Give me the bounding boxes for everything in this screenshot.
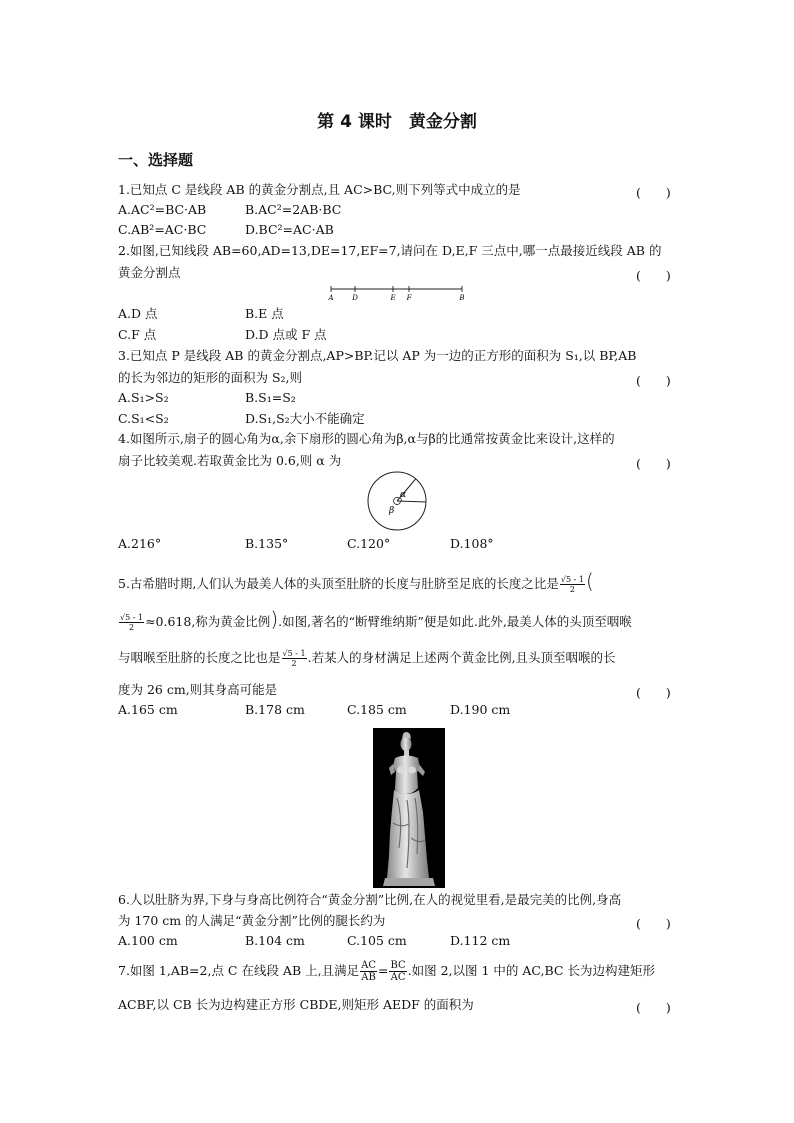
page-title: 第 4 课时 黄金分割 (317, 112, 477, 132)
q5-fraction-1-num: √5 - 1 (560, 575, 584, 584)
q3-option-c: C.S₁<S₂ (118, 411, 169, 426)
q7-line1 (118, 959, 655, 983)
q7-fraction-1-den: AB (361, 972, 376, 983)
q7-fraction-bc-ac (389, 960, 406, 983)
q4-stem-line2: 扇子比较美观.若取黄金比为 0.6,则 α 为 (118, 453, 342, 468)
q6-stem-line1: 6.人以肚脐为界,下身与身高比例符合“黄金分割”比例,在人的视觉里看,是最完美的比例,身高 (118, 892, 622, 907)
q3-option-b: B.S₁=S₂ (245, 390, 296, 405)
q7-line1-text-b: .如图 2,以图 1 中的 AC,BC 长为边构建矩形 (407, 963, 655, 978)
q3-stem-line2: 的长为邻边的矩形的面积为 S₂,则 (118, 370, 303, 385)
q4-option-b: B.135° (245, 536, 289, 551)
q5-fraction-2-den: 2 (128, 623, 135, 632)
q5-fraction-2 (119, 613, 144, 632)
q3-option-a: A.S₁>S₂ (118, 390, 169, 405)
q2-stem-line2: 黄金分割点 (118, 265, 181, 280)
q7-equals: = (377, 963, 389, 978)
q5-option-c: C.185 cm (347, 702, 407, 717)
q6-stem-line2: 为 170 cm 的人满足“黄金分割”比例的腿长约为 (118, 913, 386, 928)
q4-label-alpha: α (400, 490, 407, 500)
q7-fraction-2-num: BC (390, 960, 406, 971)
q5-answer-paren: ( ) (636, 685, 671, 700)
q5-option-b: B.178 cm (245, 702, 305, 717)
q5-option-d: D.190 cm (450, 702, 511, 717)
q2-answer-paren: ( ) (636, 268, 671, 283)
q4-stem-line1: 4.如图所示,扇子的圆心角为α,余下扇形的圆心角为β,α与β的比通常按黄金比来设计,这样的 (118, 431, 615, 446)
q5-line1-text: 5.古希腊时期,人们认为最美人体的头顶至肚脐的长度与肚脐至足底的长度之比是 (118, 576, 559, 591)
q5-close-paren: ) (270, 607, 279, 631)
q2-label-b: B (459, 294, 465, 302)
q6-option-b: B.104 cm (245, 933, 305, 948)
q7-fraction-2-den: AC (390, 972, 406, 983)
q5-line2 (118, 607, 632, 633)
q4-option-c: C.120° (347, 536, 391, 551)
q2-option-d: D.D 点或 F 点 (245, 327, 327, 342)
q3-stem-line1: 3.已知点 P 是线段 AB 的黄金分割点,AP>BP.记以 AP 为一边的正方形的面积为 S₁,以 BP,AB (118, 348, 637, 363)
q7-line2: ACBF,以 CB 长为边构建正方形 CBDE,则矩形 AEDF 的面积为 (118, 997, 474, 1012)
q7-answer-paren: ( ) (636, 1000, 671, 1015)
q1-option-a: A.AC²=BC·AB (118, 202, 207, 217)
q1-option-d: D.BC²=AC·AB (245, 222, 334, 237)
q7-line1-text-a: 7.如图 1,AB=2,点 C 在线段 AB 上,且满足 (118, 963, 360, 978)
q2-option-c: C.F 点 (118, 327, 157, 342)
q5-fraction-2-num: √5 - 1 (120, 613, 144, 622)
q5-open-paren: ( (585, 569, 594, 593)
q2-label-e: E (390, 294, 396, 302)
q5-line1 (118, 569, 594, 595)
q1-option-c: C.AB²=AC·BC (118, 222, 207, 237)
q5-line4: 度为 26 cm,则其身高可能是 (118, 682, 278, 697)
q6-option-a: A.100 cm (118, 933, 178, 948)
q5-fraction-3 (282, 649, 307, 668)
section-title: 一、选择题 (118, 151, 194, 169)
q2-option-a: A.D 点 (118, 306, 158, 321)
q2-label-d: D (352, 294, 358, 302)
q5-line3 (118, 647, 616, 669)
q5-line2-text-b: .如图,著名的“断臂维纳斯”便是如此.此外,最美人体的头顶至咽喉 (278, 614, 632, 629)
venus-de-milo-statue-image (373, 728, 445, 888)
q1-answer-paren: ( ) (636, 185, 671, 200)
q6-option-d: D.112 cm (450, 933, 511, 948)
q5-line3-text-b: .若某人的身材满足上述两个黄金比例,且头顶至咽喉的长 (307, 650, 616, 665)
q6-option-c: C.105 cm (347, 933, 407, 948)
q5-line2-text-a: ≈0.618,称为黄金比例 (145, 614, 271, 629)
q5-fraction-1 (560, 575, 585, 594)
q7-fraction-1-num: AC (361, 960, 376, 971)
q2-segment-figure (325, 283, 470, 303)
q5-fraction-1-den: 2 (569, 585, 575, 594)
q4-label-beta: β (389, 506, 395, 516)
q4-option-a: A.216° (118, 536, 162, 551)
q7-fraction-ac-ab (360, 960, 377, 983)
q4-fan-figure (364, 470, 430, 532)
q5-fraction-3-den: 2 (291, 659, 297, 668)
q2-label-a: A (328, 294, 334, 302)
q2-stem-line1: 2.如图,已知线段 AB=60,AD=13,DE=17,EF=7,请问在 D,E,F 三点中,哪一点最接近线段 AB 的 (118, 243, 662, 258)
q3-answer-paren: ( ) (636, 373, 671, 388)
q3-option-d: D.S₁,S₂大小不能确定 (245, 411, 365, 426)
q6-answer-paren: ( ) (636, 916, 671, 931)
q5-line3-text-a: 与咽喉至肚脐的长度之比也是 (118, 650, 281, 665)
q5-fraction-3-num: √5 - 1 (282, 649, 306, 658)
q4-answer-paren: ( ) (636, 456, 671, 471)
q4-option-d: D.108° (450, 536, 494, 551)
q2-option-b: B.E 点 (245, 306, 284, 321)
q5-option-a: A.165 cm (118, 702, 178, 717)
q1-stem: 1.已知点 C 是线段 AB 的黄金分割点,且 AC>BC,则下列等式中成立的是 (118, 182, 521, 197)
q1-option-b: B.AC²=2AB·BC (245, 202, 342, 217)
q2-label-f: F (406, 294, 412, 302)
